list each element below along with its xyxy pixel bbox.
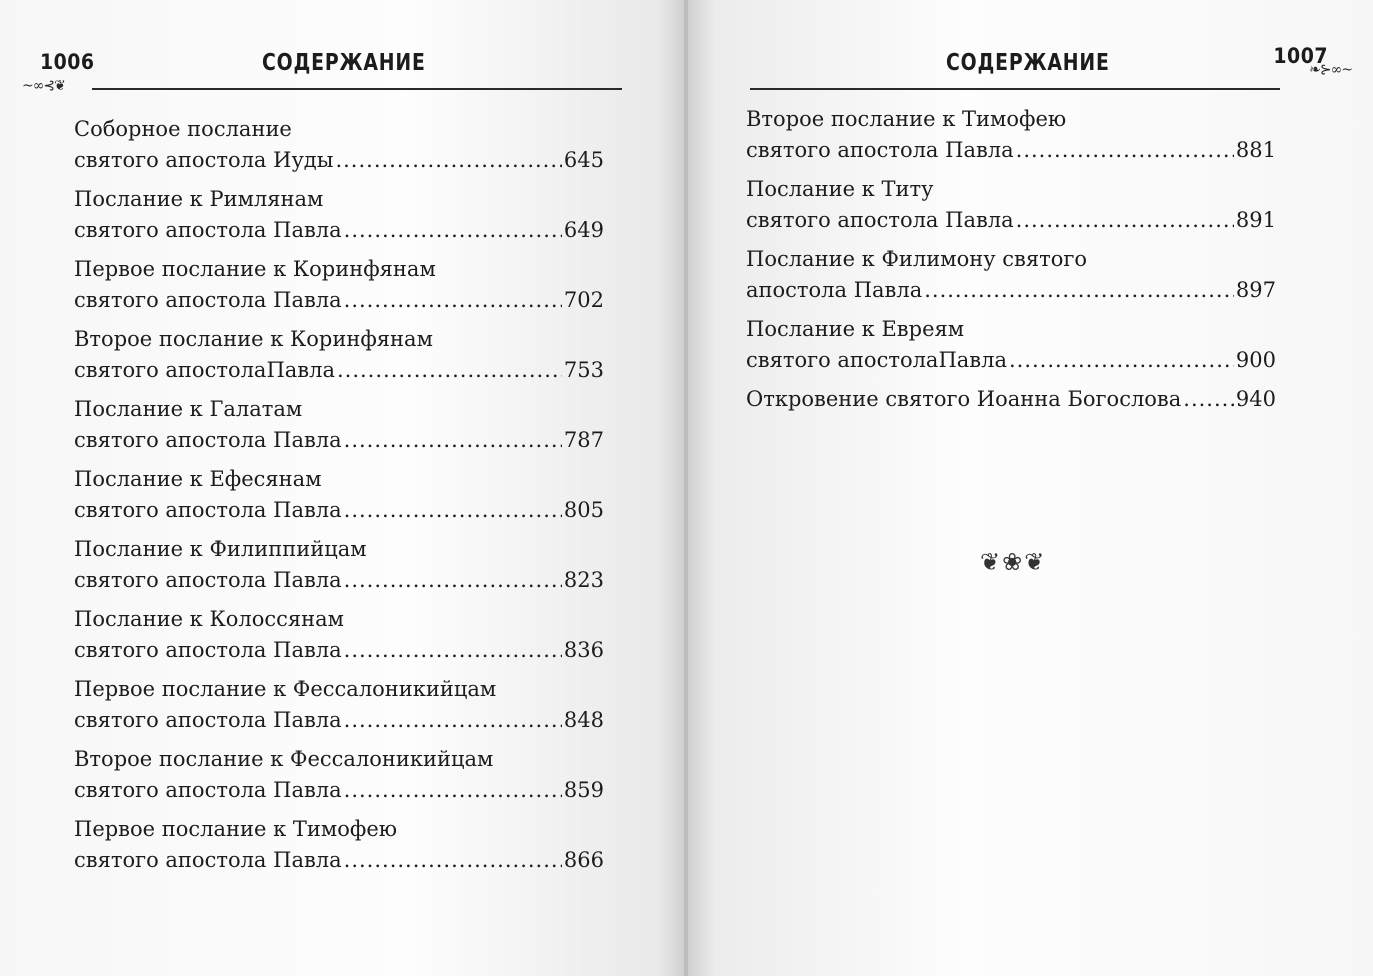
- dot-leader: [344, 495, 562, 526]
- toc-entry-title: Второе послание к Тимофею: [746, 107, 1067, 131]
- toc-entry: [746, 244, 1276, 306]
- toc-entry-title: Второе послание к Фессалоникийцам: [74, 747, 494, 771]
- toc-entry-title: Второе послание к Коринфянам: [74, 327, 433, 351]
- toc-entry-subtitle: святого апостолаПавла: [74, 358, 335, 382]
- dot-leader: [337, 355, 562, 386]
- toc-page-number: 881: [1235, 138, 1276, 162]
- toc-entry-title: Послание к Филиппийцам: [74, 537, 367, 561]
- toc-entry-title: Послание к Римлянам: [74, 187, 324, 211]
- dot-leader: [344, 565, 562, 596]
- dot-leader: [344, 635, 562, 666]
- toc-page-number: 866: [563, 848, 604, 872]
- toc-entry: [74, 534, 604, 596]
- toc-page-number: 940: [1235, 387, 1276, 411]
- toc-entry-subtitle: святого апостола Иуды: [74, 148, 334, 172]
- toc-page-number: 836: [563, 638, 604, 662]
- toc-entry: [74, 394, 604, 456]
- dot-leader: [344, 845, 562, 876]
- toc-page-number: 649: [563, 218, 604, 242]
- toc-entry-title: Послание к Евреям: [746, 317, 965, 341]
- toc-entry-subtitle: святого апостола Павла: [74, 218, 342, 242]
- right-toc-list: [746, 104, 1276, 423]
- dot-leader: [1183, 384, 1234, 415]
- toc-entry-subtitle: святого апостола Павла: [746, 208, 1014, 232]
- toc-page-number: 859: [563, 778, 604, 802]
- toc-entry-title: Первое послание к Фессалоникийцам: [74, 677, 497, 701]
- toc-page-number: 753: [563, 358, 604, 382]
- toc-entry: [746, 174, 1276, 236]
- toc-page-number: 891: [1235, 208, 1276, 232]
- dot-leader: [924, 275, 1234, 306]
- toc-page-number: 645: [563, 148, 604, 172]
- toc-entry-subtitle: святого апостола Павла: [74, 288, 342, 312]
- dot-leader: [335, 145, 561, 176]
- dot-leader: [1009, 345, 1234, 376]
- dot-leader: [344, 215, 562, 246]
- header-rule: [92, 88, 622, 90]
- toc-entry: [746, 384, 1276, 415]
- left-page-header: [22, 44, 622, 94]
- toc-entry-title: Послание к Ефесянам: [74, 467, 322, 491]
- toc-entry: [74, 674, 604, 736]
- toc-entry-subtitle: святого апостола Павла: [74, 708, 342, 732]
- toc-entry-title: Послание к Титу: [746, 177, 934, 201]
- toc-page-number: 848: [563, 708, 604, 732]
- header-rule: [750, 88, 1280, 90]
- toc-entry: [74, 324, 604, 386]
- toc-entry-subtitle: святого апостола Павла: [746, 138, 1014, 162]
- dot-leader: [1016, 205, 1234, 236]
- toc-entry-title: Послание к Филимону святого: [746, 247, 1087, 271]
- dot-leader: [344, 705, 562, 736]
- ornament-icon: ~∞⊰❦: [22, 78, 65, 94]
- toc-entry: [746, 314, 1276, 376]
- ornament-icon: ❧⊱∞~: [1309, 62, 1352, 78]
- toc-entry-subtitle: святого апостолаПавла: [746, 348, 1007, 372]
- toc-entry-title: Первое послание к Коринфянам: [74, 257, 436, 281]
- toc-entry: [746, 104, 1276, 166]
- left-toc-list: [74, 114, 604, 884]
- toc-entry: [74, 184, 604, 246]
- toc-entry-subtitle: святого апостола Павла: [74, 568, 342, 592]
- toc-entry-title: Откровение святого Иоанна Богослова: [746, 387, 1182, 411]
- toc-entry-subtitle: святого апостола Павла: [74, 778, 342, 802]
- left-page: [0, 0, 686, 976]
- toc-entry-subtitle: апостола Павла: [746, 278, 923, 302]
- left-header-title: СОДЕРЖАНИЕ: [262, 50, 426, 76]
- toc-entry: [74, 114, 604, 176]
- left-page-number: 1006: [40, 50, 95, 74]
- dot-leader: [1016, 135, 1234, 166]
- right-page-header: [750, 44, 1352, 84]
- toc-entry: [74, 254, 604, 316]
- toc-entry-subtitle: святого апостола Павла: [74, 498, 342, 522]
- toc-entry-title: Первое послание к Тимофею: [74, 817, 398, 841]
- ornament-divider-icon: ❦❀❦: [980, 548, 1047, 576]
- toc-entry-subtitle: святого апостола Павла: [74, 638, 342, 662]
- toc-entry-subtitle: святого апостола Павла: [74, 428, 342, 452]
- toc-page-number: 805: [563, 498, 604, 522]
- toc-entry-title: Послание к Галатам: [74, 397, 303, 421]
- toc-entry-title: Соборное послание: [74, 117, 292, 141]
- toc-entry: [74, 464, 604, 526]
- toc-page-number: 897: [1235, 278, 1276, 302]
- toc-page-number: 900: [1235, 348, 1276, 372]
- dot-leader: [344, 775, 562, 806]
- toc-page-number: 823: [563, 568, 604, 592]
- right-header-title: СОДЕРЖАНИЕ: [946, 50, 1110, 76]
- toc-entry: [74, 604, 604, 666]
- right-page-number: 1007: [1273, 44, 1328, 68]
- toc-page-number: 702: [563, 288, 604, 312]
- toc-page-number: 787: [563, 428, 604, 452]
- toc-entry: [74, 744, 604, 806]
- toc-entry-title: Послание к Колоссянам: [74, 607, 344, 631]
- dot-leader: [344, 425, 562, 456]
- toc-entry: [74, 814, 604, 876]
- right-page: [688, 0, 1373, 976]
- dot-leader: [344, 285, 562, 316]
- toc-entry-subtitle: святого апостола Павла: [74, 848, 342, 872]
